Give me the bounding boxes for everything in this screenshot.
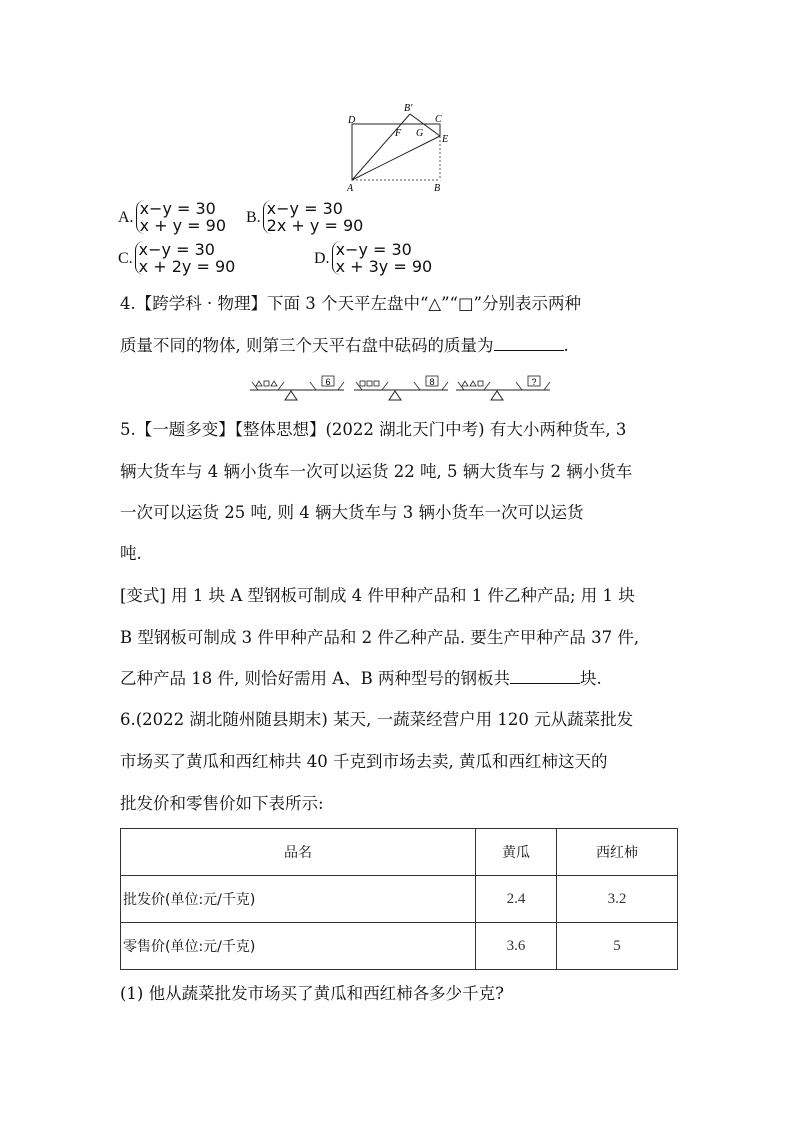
balance-3 [456, 376, 550, 400]
table-cell: 3.6 [476, 923, 557, 970]
table-header-cell: 西红柿 [557, 829, 678, 876]
option-b-eq1: x−y = 30 [266, 199, 343, 218]
q5-variant-line1: [变式] 用 1 块 A 型钢板可制成 4 件甲种产品和 1 件乙种产品; 用 1 块 [120, 586, 635, 605]
q6-line1: 6.(2022 湖北随州随县期末) 某天, 一蔬菜经营户用 120 元从蔬菜批发 [120, 710, 634, 729]
label-B: B [434, 183, 441, 194]
label-E: E [442, 134, 449, 145]
balance-1 [250, 376, 344, 400]
table-cell: 批发价(单位:元/千克) [121, 876, 476, 923]
option-a-system [136, 200, 226, 234]
option-c-eq1: x−y = 30 [138, 240, 215, 259]
table-cell: 零售价(单位:元/千克) [121, 923, 476, 970]
table-row [121, 923, 678, 970]
option-a-label: A. [118, 208, 134, 226]
q4-answer-blank[interactable] [494, 336, 564, 351]
label-A: A [347, 183, 354, 194]
label-F: F [395, 128, 402, 139]
q4-line2-end: . [563, 336, 569, 355]
option-a-eq1: x−y = 30 [139, 199, 216, 218]
option-a [118, 200, 226, 234]
q4-line2 [120, 336, 569, 356]
table-row [121, 876, 678, 923]
balances-figure [246, 370, 556, 406]
q4-line1: 4.【跨学科 · 物理】下面 3 个天平左盘中“△”“□”分别表示两种 [120, 294, 581, 313]
price-table [120, 828, 678, 970]
q5-variant-answer-blank[interactable] [510, 669, 580, 684]
table-cell: 5 [557, 923, 678, 970]
option-a-eq2: x + y = 90 [139, 216, 227, 235]
q5-variant-line3 [120, 669, 602, 689]
label-B-prime: B′ [404, 103, 413, 114]
q5-line2: 辆大货车与 4 辆小货车一次可以运货 22 吨, 5 辆大货车与 2 辆小货车 [120, 462, 633, 481]
weight-1: 6 [325, 377, 331, 387]
option-d [314, 241, 432, 275]
option-d-eq2: x + 3y = 90 [335, 257, 433, 276]
q5-variant-line2: B 型钢板可制成 3 件甲种产品和 2 件乙种产品. 要生产甲种产品 37 件, [120, 628, 640, 647]
balance-2 [354, 376, 448, 400]
option-c-label: C. [118, 249, 133, 267]
q5-variant-line3-end: 块. [580, 669, 602, 688]
option-c-eq2: x + 2y = 90 [138, 257, 236, 276]
weight-3: ? [531, 377, 537, 387]
table-cell: 3.2 [557, 876, 678, 923]
label-G: G [416, 128, 424, 139]
table-header-cell: 品名 [121, 829, 476, 876]
option-b-eq2: 2x + y = 90 [266, 216, 364, 235]
q5-line1: 5.【一题多变】【整体思想】(2022 湖北天门中考) 有大小两种货车, 3 [120, 420, 627, 439]
table-header-cell: 黄瓜 [476, 829, 557, 876]
weight-2: 8 [429, 377, 435, 387]
q6-line3: 批发价和零售价如下表所示: [120, 794, 324, 813]
label-C: C [435, 114, 442, 125]
option-c [118, 241, 235, 275]
option-b-label: B. [246, 208, 261, 226]
geometry-figure [340, 98, 460, 198]
option-c-system [135, 241, 236, 275]
label-D: D [348, 115, 356, 126]
q6-line2: 市场买了黄瓜和西红柿共 40 千克到市场去卖, 黄瓜和西红柿这天的 [120, 752, 608, 771]
option-d-eq1: x−y = 30 [335, 240, 412, 259]
q5-line4: 吨. [120, 544, 142, 563]
option-d-system [332, 241, 433, 275]
q5-line3: 一次可以运货 25 吨, 则 4 辆大货车与 3 辆小货车一次可以运货 [120, 503, 584, 522]
q4-line2-text: 质量不同的物体, 则第三个天平右盘中砝码的质量为 [120, 336, 494, 355]
q5-variant-line3-text: 乙种产品 18 件, 则恰好需用 A、B 两种型号的钢板共 [120, 669, 511, 688]
table-header-row [121, 829, 678, 876]
q6-sub1: (1) 他从蔬菜批发市场买了黄瓜和西红柿各多少千克? [120, 984, 504, 1003]
option-b-system [263, 200, 364, 234]
option-b [246, 200, 363, 234]
table-cell: 2.4 [476, 876, 557, 923]
option-d-label: D. [314, 249, 330, 267]
